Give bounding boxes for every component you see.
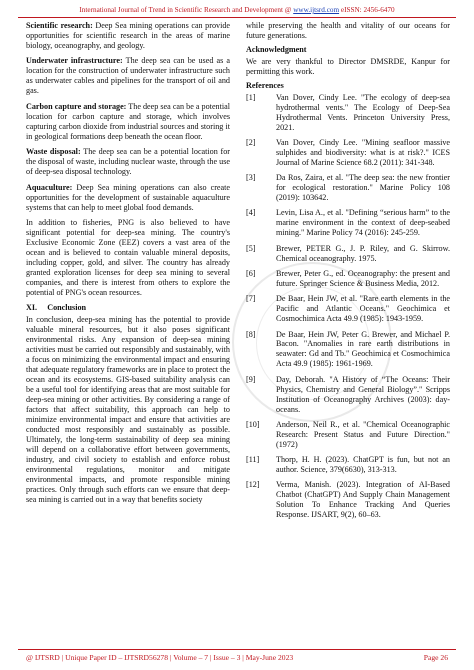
footer-paper-info: @ IJTSRD | Unique Paper ID – IJTSRD56278 | Volume – 7 | Issue – 3 | May-June 2023 (26, 653, 294, 662)
paragraph-png-potential: In addition to fisheries, PNG is also believed to have significant potential for deep-sea mining. The country's Exclusive Economic Zone (EEZ) covers a vast area of the ocean and is believed to contain valuable mineral deposits, including copper, gold, and silver. The country has already granted exploration licenses for deep sea mining to several companies, and there is interest from others to explore the potential of PNG's ocean resources. (26, 218, 230, 297)
header-issn: eISSN: 2456-6470 (339, 6, 395, 14)
left-column (26, 21, 230, 508)
page-number: Page 26 (423, 653, 448, 662)
reference-item: [3] Da Ros, Zaira, et al. "The deep sea: the new frontier for ecological restoration." Marine Policy 108 (2019): 103642. (246, 173, 450, 203)
paragraph-scientific-research: Scientific research: Deep Sea mining operations can provide opportunities for scientific research in the areas of marine biology, oceanography, and geology. (26, 21, 230, 50)
section-heading-conclusion: XI. Conclusion (26, 303, 87, 313)
reference-list (246, 93, 450, 521)
journal-header (0, 6, 474, 14)
header-rule (18, 17, 456, 18)
reference-item: [1] Van Dover, Cindy Lee. "The ecology of deep-sea hydrothermal vents." The Ecology of Deep-Sea Hydrothermal Vents. Princeton University Press, 2021. (246, 92, 450, 132)
reference-item: [4] Levin, Lisa A., et al. "Defining “serious harm” to the marine environment in the context of deep-seabed mining." Marine Policy 74 (2016): 245-259. (246, 208, 450, 238)
reference-item: [12] Verma, Manish. (2023). Integration of AI-Based Chatbot (ChatGPT) And Supply Chain Management Solution To Enhance Tracking And Queries Response. IJSART, 9(2), 60–63. (246, 480, 450, 520)
paragraph-underwater-infrastructure: Underwater infrastructure: The deep sea can be used as a location for the construction of underwater infrastructure such as underwater cables and pipelines for the transport of oil and gas. (26, 56, 230, 96)
reference-item: [5] Brewer, PETER G., J. P. Riley, and G. Skirrow. Chemical oceanography. 1975. (246, 243, 450, 263)
page-footer (26, 653, 448, 662)
footer-rule (18, 649, 456, 650)
reference-item: [9] Day, Deborah. "A History of “The Oceans: Their Physics, Chemistry and General Biology”." Scripps Institution of Oceanography Archives (2003): day-oceans. (246, 374, 450, 414)
section-heading-acknowledgment: Acknowledgment (246, 44, 307, 54)
paragraph-conclusion: In conclusion, deep-sea mining has the potential to provide valuable mineral resources, but it also poses significant environmental risks. Any expansion of deep-sea mining activities must be carried out responsibly and sustainably, with a focus on minimizing the environmental impact and ensuring that adequate regulatory frameworks are in place to protect the ocean and its ecosystems. GIS-based suitability analysis can be a useful tool for identifying areas that are most suitable for deep-sea mining or other activities. By considering a range of factors that affect suitability, this approach can help to minimize environmental impact and ensure that activities are conducted most responsibly and sustainably as possible. Ultimately, the long-term sustainability of deep sea mining will depend on a collaborative effort between governments, industry, and civil society to establish and enforce robust environmental regulations, monitor and mitigate environmental impacts, and promote responsible mining practices. Only through such efforts can we ensure that deep-sea mining is carried out in a way that benefits society (26, 315, 230, 504)
reference-item: [2] Van Dover, Cindy Lee. "Mining seafloor massive sulphides and biodiversity: what is at risk?." ICES Journal of Marine Science 68.2 (2011): 341-348. (246, 137, 450, 167)
reference-item: [11] Thorp, H. H. (2023). ChatGPT is fun, but not an author. Science, 379(6630), 313-313. (246, 455, 450, 475)
right-column (246, 21, 450, 526)
reference-item: [10] Anderson, Neil R., et al. "Chemical Oceanographic Research: Present Status and Future Direction." (1972) (246, 419, 450, 449)
reference-item: [8] De Baar, Hein JW, Peter G. Brewer, and Michael P. Bacon. "Anomalies in rare earth distributions in seawater: Gd and Tb." Geochimica et Cosmochimica Acta 49.9 (1985): 1961-1969. (246, 329, 450, 369)
reference-item: [7] De Baar, Hein JW, et al. "Rare earth elements in the Pacific and Atlantic Oceans." Geochimica et Cosmochimica Acta 49.9 (1985): 1943-1959. (246, 294, 450, 324)
paragraph-aquaculture: Aquaculture: Deep Sea mining operations can also create opportunities for the development of sustainable aquaculture systems that can help to meet global food demands. (26, 182, 230, 212)
paragraph-carbon-capture: Carbon capture and storage: The deep sea can be a potential location for carbon capture and storage, which involves capturing carbon dioxide from industrial sources and storing it in geological formations deep beneath the ocean floor. (26, 101, 230, 141)
paragraph-waste-disposal: Waste disposal: The deep sea can be a potential location for the disposal of waste, including nuclear waste, through the use of deep-sea disposal technology. (26, 147, 231, 177)
section-heading-references: References (246, 80, 284, 90)
reference-item: [6] Brewer, Peter G., ed. Oceanography: the present and future. Springer Science & Business Media, 2012. (246, 268, 450, 288)
paragraph-acknowledgment: We are very thankful to Director DMSRDE, Kanpur for permitting this work. (246, 56, 450, 76)
paragraph-conclusion-continued: while preserving the health and vitality of our oceans for future generations. (246, 21, 450, 40)
journal-website-link[interactable]: www.ijtsrd.com (293, 6, 340, 14)
header-text: International Journal of Trend in Scientific Research and Development @ (79, 6, 294, 14)
